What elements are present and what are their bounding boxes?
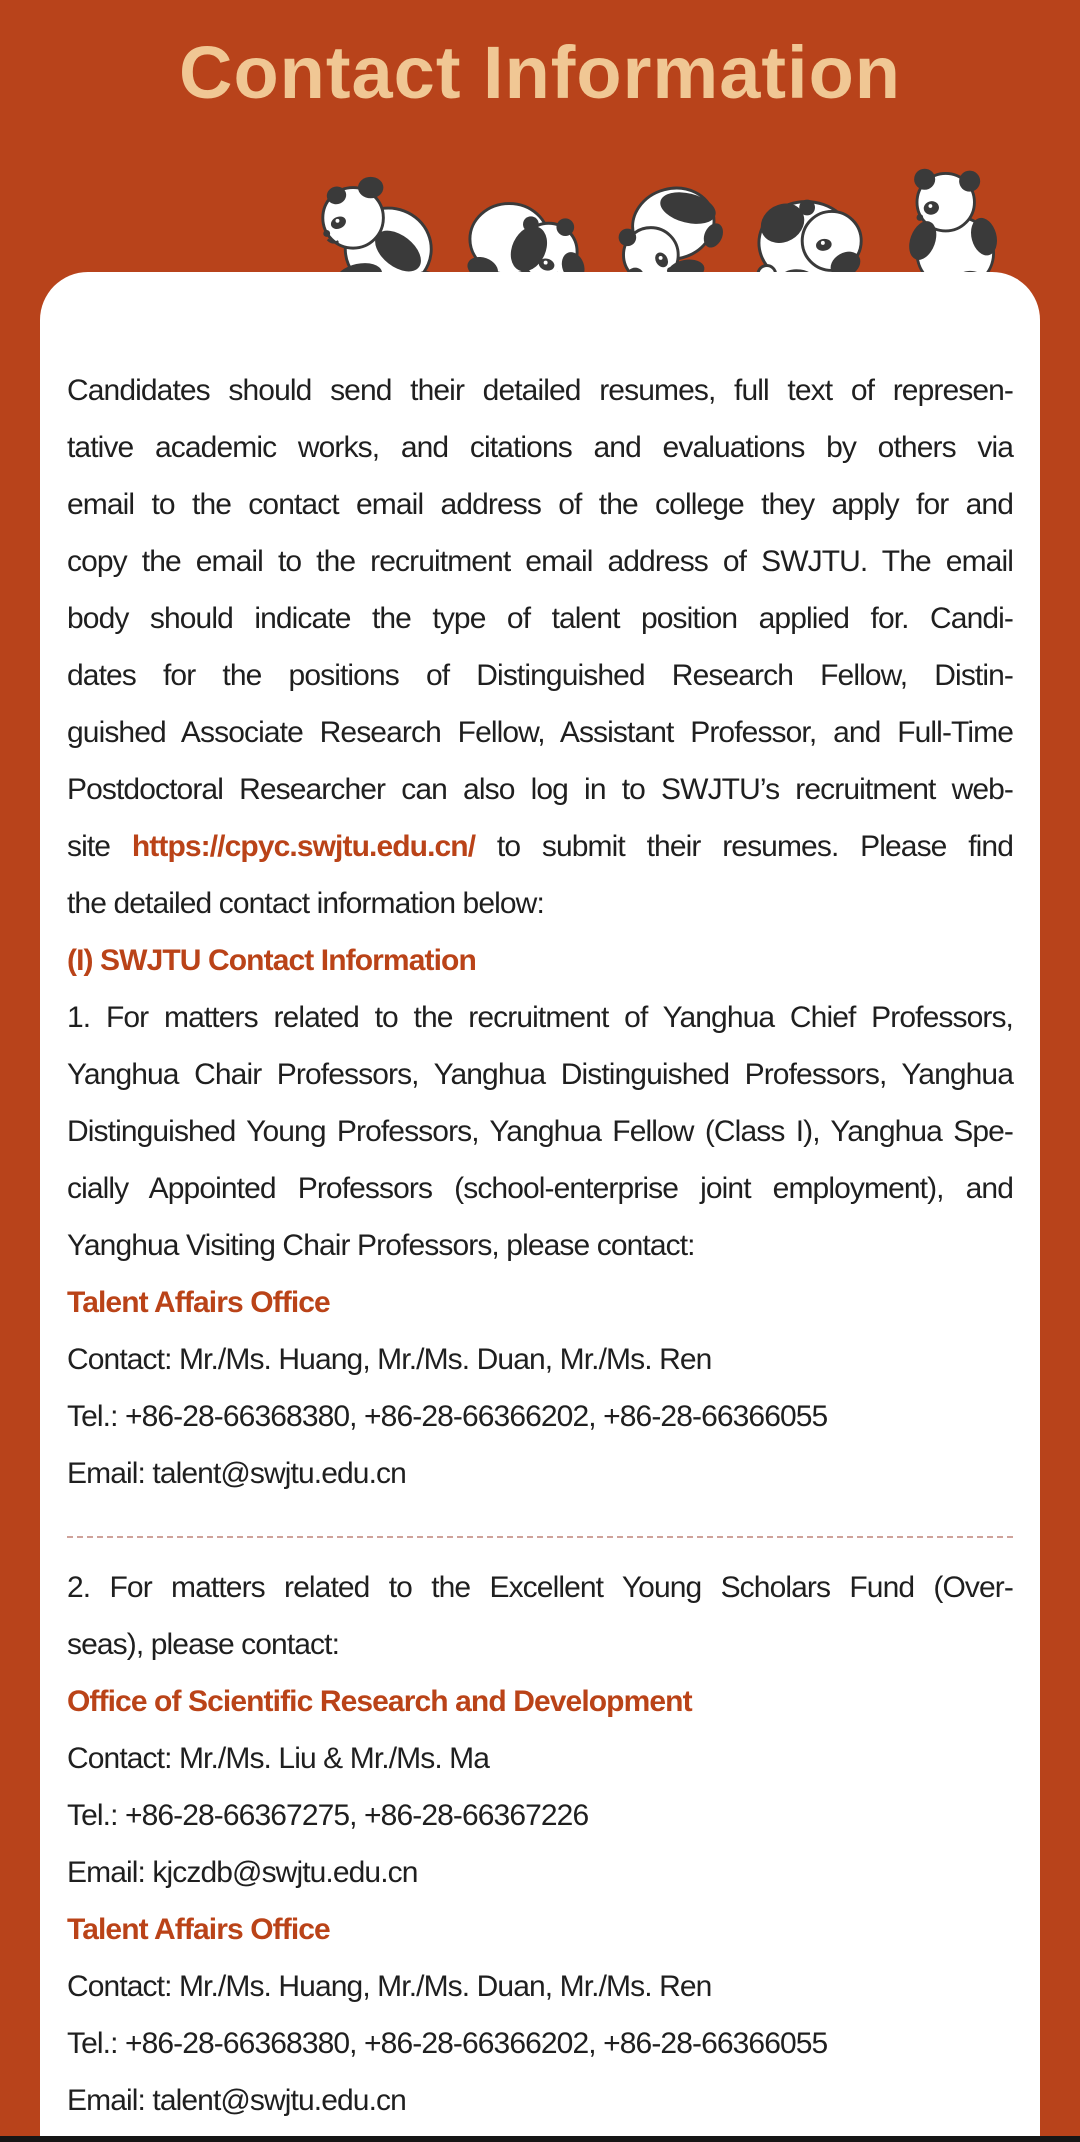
- paragraph-line: tative academic works, and citations and evaluations by others via: [67, 431, 1013, 464]
- paragraph-line: seas), please contact:: [67, 1628, 340, 1661]
- paragraph-line: Candidates should send their detailed resumes, full text of represen-: [67, 374, 1013, 407]
- office-contact-line: Contact: Mr./Ms. Liu & Mr./Ms. Ma: [67, 1742, 490, 1775]
- section-heading: (I) SWJTU Contact Information: [67, 944, 476, 977]
- recruitment-website-link[interactable]: https://cpyc.swjtu.edu.cn/: [131, 830, 476, 863]
- intro-paragraph: [67, 362, 1013, 932]
- office-email-line: Email: talent@swjtu.edu.cn: [67, 1457, 406, 1490]
- office-tel-line: Tel.: +86-28-66368380, +86-28-66366202, +86-28-66366055: [67, 2027, 828, 2060]
- office-block-talent-affairs-1: [67, 1274, 1013, 1502]
- office-name: Office of Scientific Research and Development: [67, 1685, 692, 1718]
- office-email-line: Email: talent@swjtu.edu.cn: [67, 2084, 406, 2117]
- office-tel-line: Tel.: +86-28-66368380, +86-28-66366202, +86-28-66366055: [67, 1400, 828, 1433]
- paragraph-line: Yanghua Chair Professors, Yanghua Distinguished Professors, Yanghua: [67, 1058, 1013, 1091]
- paragraph-line: Postdoctoral Researcher can also log in to SWJTU’s recruitment web-: [67, 773, 1013, 806]
- office-email-line: Email: kjczdb@swjtu.edu.cn: [67, 1856, 418, 1889]
- dotted-divider: [67, 1536, 1013, 1538]
- paragraph-line: the detailed contact information below:: [67, 887, 544, 920]
- paragraph-line: 2. For matters related to the Excellent Young Scholars Fund (Over-: [67, 1571, 1013, 1604]
- paragraph-line: guished Associate Research Fellow, Assistant Professor, and Full-Time: [67, 716, 1013, 749]
- office-block-talent-affairs-2: [67, 1901, 1013, 2129]
- paragraph-line: dates for the positions of Distinguished Research Fellow, Distin-: [67, 659, 1013, 692]
- office-tel-line: Tel.: +86-28-66367275, +86-28-66367226: [67, 1799, 589, 1832]
- paragraph-line: copy the email to the recruitment email address of SWJTU. The email: [67, 545, 1013, 578]
- paragraph-line: body should indicate the type of talent position applied for. Candi-: [67, 602, 1013, 635]
- office-block-scientific-research: [67, 1673, 1013, 1901]
- office-contact-line: Contact: Mr./Ms. Huang, Mr./Ms. Duan, Mr./Ms. Ren: [67, 1343, 712, 1376]
- paragraph-line: 1. For matters related to the recruitment of Yanghua Chief Professors,: [67, 1001, 1013, 1034]
- paragraph-line: Yanghua Visiting Chair Professors, please contact:: [67, 1229, 695, 1262]
- page-title: Contact Information: [179, 31, 901, 114]
- content-card: [40, 272, 1040, 2142]
- paragraph-line: cially Appointed Professors (school-enterprise joint employment), and: [67, 1172, 1013, 1205]
- paragraph-line: site https://cpyc.swjtu.edu.cn/ to submit their resumes. Please find: [67, 830, 1013, 863]
- office-name: Talent Affairs Office: [67, 1286, 330, 1319]
- office-name: Talent Affairs Office: [67, 1913, 330, 1946]
- item-1-paragraph: [67, 989, 1013, 1274]
- office-contact-line: Contact: Mr./Ms. Huang, Mr./Ms. Duan, Mr./Ms. Ren: [67, 1970, 712, 2003]
- bottom-edge-strip: [0, 2136, 1080, 2142]
- item-2-paragraph: [67, 1559, 1013, 1673]
- paragraph-line: Distinguished Young Professors, Yanghua Fellow (Class I), Yanghua Spe-: [67, 1115, 1013, 1148]
- paragraph-line: email to the contact email address of the college they apply for and: [67, 488, 1013, 521]
